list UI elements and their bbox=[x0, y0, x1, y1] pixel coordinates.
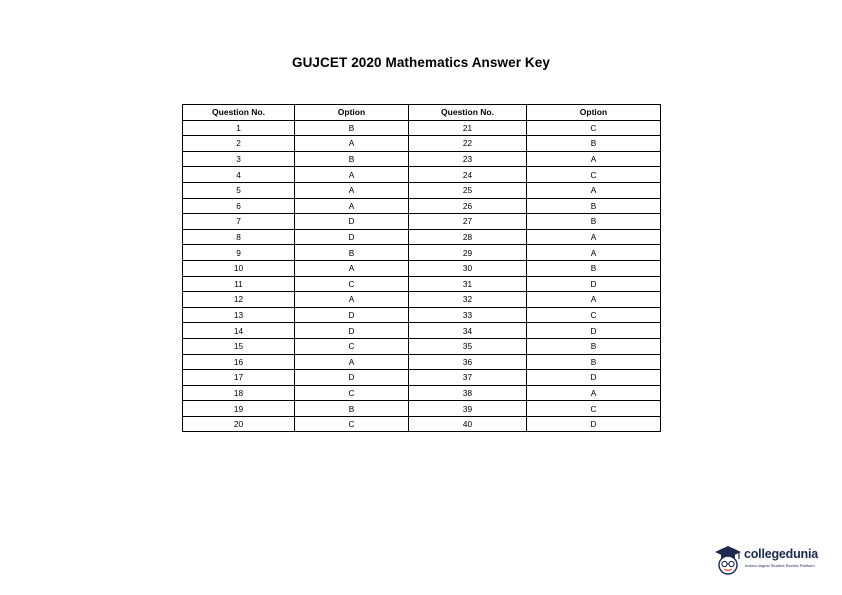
option-cell: A bbox=[295, 182, 409, 198]
table-row bbox=[183, 198, 661, 214]
question-no-cell: 35 bbox=[409, 338, 527, 354]
question-no-cell: 28 bbox=[409, 229, 527, 245]
question-no-cell: 32 bbox=[409, 292, 527, 308]
option-cell: B bbox=[295, 245, 409, 261]
question-no-cell: 29 bbox=[409, 245, 527, 261]
header-option-1: Option bbox=[295, 105, 409, 121]
table-row bbox=[183, 151, 661, 167]
option-cell: C bbox=[527, 307, 661, 323]
question-no-cell: 17 bbox=[183, 370, 295, 386]
table-row bbox=[183, 323, 661, 339]
table-row bbox=[183, 214, 661, 230]
table-row bbox=[183, 292, 661, 308]
question-no-cell: 38 bbox=[409, 385, 527, 401]
option-cell: B bbox=[295, 401, 409, 417]
question-no-cell: 26 bbox=[409, 198, 527, 214]
question-no-cell: 14 bbox=[183, 323, 295, 339]
question-no-cell: 7 bbox=[183, 214, 295, 230]
question-no-cell: 8 bbox=[183, 229, 295, 245]
table-row bbox=[183, 136, 661, 152]
header-question-no-1: Question No. bbox=[183, 105, 295, 121]
question-no-cell: 31 bbox=[409, 276, 527, 292]
question-no-cell: 33 bbox=[409, 307, 527, 323]
option-cell: B bbox=[527, 136, 661, 152]
table-row bbox=[183, 120, 661, 136]
question-no-cell: 11 bbox=[183, 276, 295, 292]
question-no-cell: 21 bbox=[409, 120, 527, 136]
option-cell: A bbox=[295, 292, 409, 308]
option-cell: B bbox=[527, 354, 661, 370]
option-cell: A bbox=[295, 354, 409, 370]
question-no-cell: 12 bbox=[183, 292, 295, 308]
table-row bbox=[183, 370, 661, 386]
question-no-cell: 23 bbox=[409, 151, 527, 167]
option-cell: B bbox=[295, 151, 409, 167]
option-cell: A bbox=[527, 182, 661, 198]
question-no-cell: 30 bbox=[409, 260, 527, 276]
table-row bbox=[183, 167, 661, 183]
option-cell: C bbox=[295, 416, 409, 432]
question-no-cell: 5 bbox=[183, 182, 295, 198]
question-no-cell: 39 bbox=[409, 401, 527, 417]
brand-tagline: India's largest Student Review Platform bbox=[745, 563, 815, 568]
table-row bbox=[183, 182, 661, 198]
option-cell: B bbox=[527, 198, 661, 214]
table-row bbox=[183, 401, 661, 417]
option-cell: D bbox=[295, 370, 409, 386]
question-no-cell: 18 bbox=[183, 385, 295, 401]
header-question-no-2: Question No. bbox=[409, 105, 527, 121]
question-no-cell: 2 bbox=[183, 136, 295, 152]
collegedunia-logo bbox=[713, 540, 833, 580]
option-cell: A bbox=[295, 198, 409, 214]
option-cell: B bbox=[295, 120, 409, 136]
option-cell: D bbox=[527, 370, 661, 386]
option-cell: C bbox=[527, 167, 661, 183]
option-cell: A bbox=[527, 385, 661, 401]
question-no-cell: 15 bbox=[183, 338, 295, 354]
option-cell: A bbox=[295, 260, 409, 276]
brand-name: collegedunia bbox=[744, 547, 819, 561]
option-cell: A bbox=[527, 151, 661, 167]
option-cell: A bbox=[295, 167, 409, 183]
question-no-cell: 13 bbox=[183, 307, 295, 323]
question-no-cell: 25 bbox=[409, 182, 527, 198]
table-row bbox=[183, 229, 661, 245]
option-cell: D bbox=[527, 323, 661, 339]
option-cell: A bbox=[527, 229, 661, 245]
option-cell: C bbox=[295, 338, 409, 354]
question-no-cell: 24 bbox=[409, 167, 527, 183]
table-header-row bbox=[183, 105, 661, 121]
table-row bbox=[183, 276, 661, 292]
page-title: GUJCET 2020 Mathematics Answer Key bbox=[291, 55, 550, 70]
question-no-cell: 19 bbox=[183, 401, 295, 417]
option-cell: D bbox=[527, 416, 661, 432]
option-cell: D bbox=[295, 229, 409, 245]
option-cell: D bbox=[295, 307, 409, 323]
question-no-cell: 20 bbox=[183, 416, 295, 432]
option-cell: D bbox=[295, 323, 409, 339]
question-no-cell: 16 bbox=[183, 354, 295, 370]
question-no-cell: 3 bbox=[183, 151, 295, 167]
option-cell: C bbox=[295, 276, 409, 292]
option-cell: B bbox=[527, 260, 661, 276]
question-no-cell: 37 bbox=[409, 370, 527, 386]
question-no-cell: 36 bbox=[409, 354, 527, 370]
header-option-2: Option bbox=[527, 105, 661, 121]
question-no-cell: 34 bbox=[409, 323, 527, 339]
question-no-cell: 9 bbox=[183, 245, 295, 261]
option-cell: A bbox=[295, 136, 409, 152]
option-cell: A bbox=[527, 245, 661, 261]
table-row bbox=[183, 260, 661, 276]
table-row bbox=[183, 338, 661, 354]
question-no-cell: 27 bbox=[409, 214, 527, 230]
option-cell: C bbox=[295, 385, 409, 401]
graduate-mascot-icon bbox=[713, 542, 743, 578]
option-cell: C bbox=[527, 120, 661, 136]
option-cell: D bbox=[295, 214, 409, 230]
option-cell: B bbox=[527, 338, 661, 354]
table-row bbox=[183, 307, 661, 323]
question-no-cell: 4 bbox=[183, 167, 295, 183]
option-cell: D bbox=[527, 276, 661, 292]
table-row bbox=[183, 354, 661, 370]
table-row bbox=[183, 416, 661, 432]
option-cell: B bbox=[527, 214, 661, 230]
table-row bbox=[183, 385, 661, 401]
question-no-cell: 40 bbox=[409, 416, 527, 432]
question-no-cell: 10 bbox=[183, 260, 295, 276]
option-cell: A bbox=[527, 292, 661, 308]
question-no-cell: 22 bbox=[409, 136, 527, 152]
option-cell: C bbox=[527, 401, 661, 417]
answer-key-table bbox=[182, 104, 661, 432]
question-no-cell: 6 bbox=[183, 198, 295, 214]
table-row bbox=[183, 245, 661, 261]
question-no-cell: 1 bbox=[183, 120, 295, 136]
